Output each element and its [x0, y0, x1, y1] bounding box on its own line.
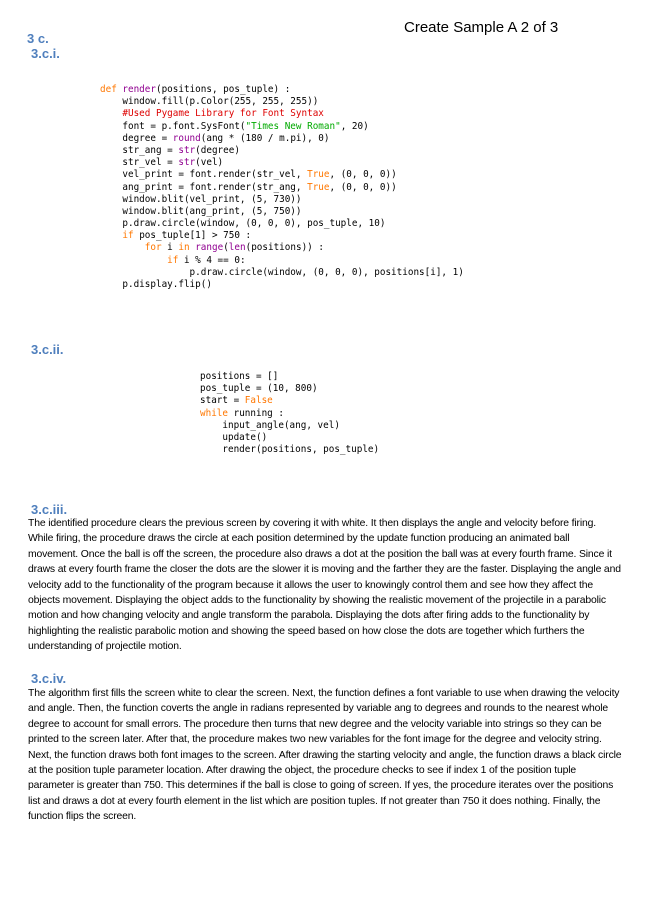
section-heading-3cii: 3.c.ii.	[31, 342, 64, 357]
section-heading-3civ: 3.c.iv.	[31, 671, 67, 686]
code-line: render(positions, pos_tuple)	[200, 444, 380, 456]
section-heading-3ci: 3.c.i.	[31, 46, 60, 61]
code-line: degree = round(ang * (180 / m.pi), 0)	[100, 132, 330, 144]
code-line: pos_tuple = (10, 800)	[200, 383, 318, 395]
render-function-code-block	[100, 84, 464, 291]
code-line: def render(positions, pos_tuple) :	[100, 84, 291, 95]
section-heading-3ciii: 3.c.iii.	[31, 502, 68, 517]
code-line: font = p.font.SysFont("Times New Roman", 20)	[100, 120, 369, 132]
code-line: input_angle(ang, vel)	[200, 419, 340, 431]
section-heading-3c: 3 c.	[27, 31, 49, 46]
code-line: vel_print = font.render(str_vel, True, (0, 0, 0))	[100, 169, 397, 181]
code-line: #Used Pygame Library for Font Syntax	[100, 108, 324, 120]
page-header-title: Create Sample A 2 of 3	[404, 19, 559, 36]
code-line: for i in range(len(positions)) :	[144, 242, 324, 254]
code-line: str_vel = str(vel)	[100, 157, 224, 169]
code-line: p.draw.circle(window, (0, 0, 0), pos_tuple, 10)	[100, 218, 386, 230]
code-line: ang_print = font.render(str_ang, True, (0, 0, 0))	[100, 181, 397, 193]
code-line: window.blit(ang_print, (5, 750))	[100, 205, 302, 217]
code-line: positions = []	[200, 371, 279, 382]
paragraph-3civ: The algorithm first fills the screen white to clear the screen. Next, the function defines a font variable to use when drawing the velocity and angle. Then, the function coverts the angle in radians represented by variable ang to degrees and rounds to the nearest whole degree to account for small errors. The procedure then turns that new degree and the velocity variable into strings so they can be printed to the screen later. After that, the procedure makes two new variables for the font image for the degree and velocity string. Next, the function draws both font images to the screen. After drawing the starting velocity and angle, the function draws a black circle at the position tuple parameter location. After drawing the object, the procedure checks to see if index 1 of the position tuple parameter is greater than 750. This determines if the ball is close to going of screen. If yes, the procedure iterates over the positions list and draws a dot at every fourth element in the list which are position tuples. If not greater than 750 it does nothing. Finally, the function flips the screen.	[28, 688, 622, 823]
code-line: p.draw.circle(window, (0, 0, 0), positions[i], 1)	[100, 266, 464, 278]
code-line: if pos_tuple[1] > 750 :	[122, 230, 252, 242]
paragraph-3ciii: The identified procedure clears the previous screen by covering it with white. It then displays the angle and velocity before firing. While firing, the procedure draws the circle at each position determined by the update function producing an animated ball movement. Once the ball is off the screen, the procedure also draws a dot at the position the ball was at every fourth frame. Since it draws at every fourth frame the closer the dots are the slower it is moving and the farther they are the faster. Displaying the angle and velocity add to the functionality of the program because it allows the user to knowingly control them and see how they affect the objects movement. Displaying the object adds to the functionality by showing the realistic movement of the projectile in a parabolic motion and how changing velocity and angle transform the parabola. Displaying the dots after firing adds to the functionality by highlighting the realistic parabolic motion and showing the speed based on how close the dots are together which furthers the understanding of projectile motion.	[28, 518, 621, 653]
code-line: start = False	[200, 395, 273, 407]
code-line: str_ang = str(degree)	[100, 144, 240, 156]
code-line: window.blit(vel_print, (5, 730))	[100, 193, 302, 205]
code-line: while running :	[200, 407, 284, 419]
code-line: update()	[200, 431, 268, 443]
code-line: p.display.flip()	[100, 279, 212, 290]
main-loop-code-block	[200, 371, 379, 456]
code-line: if i % 4 == 0:	[167, 254, 246, 266]
code-line: window.fill(p.Color(255, 255, 255))	[100, 96, 319, 108]
